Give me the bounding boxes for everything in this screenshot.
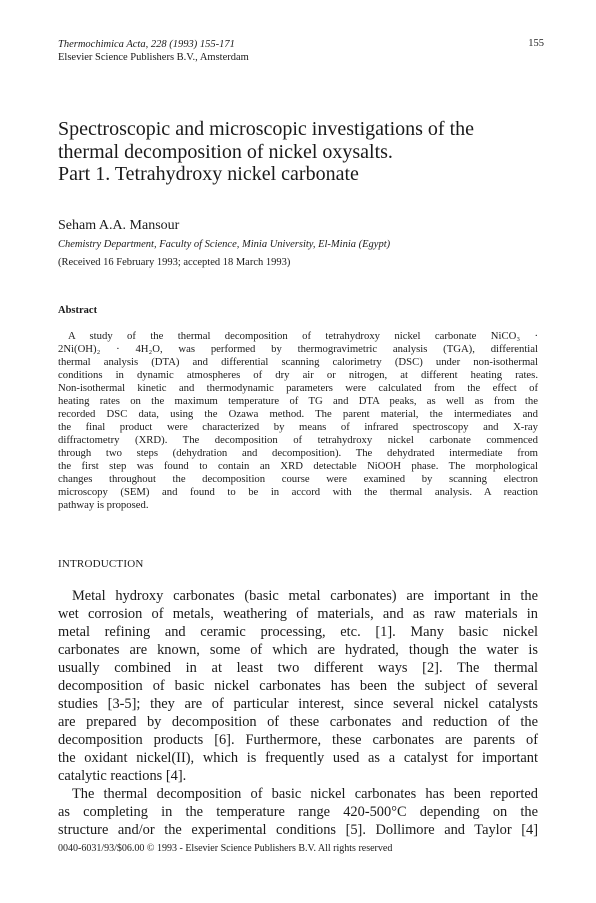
abstract-line: changes throughout the decomposition course were examined by scanning electron bbox=[58, 473, 538, 485]
author-affiliation: Chemistry Department, Faculty of Science, Minia University, El-Minia (Egypt) bbox=[58, 239, 391, 250]
body-line: the oxidant nickel(II), which is frequently used as a catalyst for important bbox=[58, 750, 538, 766]
body-line: wet corrosion of metals, weathering of materials, and as raw materials in bbox=[58, 606, 538, 622]
introduction-body bbox=[58, 587, 538, 839]
body-line: studies [3-5]; they are of particular interest, since several nickel catalysts bbox=[58, 696, 538, 712]
abstract-line: heating rates on the maximum temperature of TG and DTA peaks, as well as from the bbox=[58, 395, 538, 407]
abstract-line: thermal analysis (DTA) and differential scanning calorimetry (DSC) under non-isothermal bbox=[58, 356, 538, 368]
body-line: structure and/or the experimental conditions [5]. Dollimore and Taylor [4] bbox=[58, 822, 538, 838]
abstract-line: pathway is proposed. bbox=[58, 499, 149, 511]
abstract-line: Non-isothermal kinetic and thermodynamic parameters were calculated from the effect of bbox=[58, 382, 538, 394]
copyright-footer: 0040-6031/93/$06.00 © 1993 - Elsevier Science Publishers B.V. All rights reserved bbox=[58, 843, 393, 854]
abstract-line: diffractometry (XRD). The decomposition of tetrahydroxy nickel carbonate commenced bbox=[58, 434, 538, 446]
body-line: The thermal decomposition of basic nickel carbonates has been reported bbox=[72, 786, 538, 802]
abstract-line: through two steps (dehydration and decomposition). The dehydrated intermediate from bbox=[58, 447, 538, 459]
body-line: decomposition of basic nickel carbonates has been the subject of several bbox=[58, 678, 538, 694]
journal-citation: Thermochimica Acta, 228 (1993) 155-171 bbox=[58, 39, 235, 50]
author-name: Seham A.A. Mansour bbox=[58, 218, 180, 233]
received-dates: (Received 16 February 1993; accepted 18 March 1993) bbox=[58, 257, 291, 268]
body-line: catalytic reactions [4]. bbox=[58, 768, 187, 784]
body-line: carbonates are known, some of which are hydrated, though the water is bbox=[58, 642, 538, 658]
title-line: Part 1. Tetrahydroxy nickel carbonate bbox=[58, 163, 359, 185]
body-line: usually combined in at least two different ways [2]. The thermal bbox=[58, 660, 538, 676]
body-line: Metal hydroxy carbonates (basic metal carbonates) are important in the bbox=[72, 588, 538, 604]
abstract-line: conditions in dynamic atmospheres of dry air or nitrogen, at different heating rates. bbox=[58, 369, 538, 381]
page-number: 155 bbox=[528, 38, 544, 49]
abstract-line: microscopy (SEM) and found to be in accord with the thermal analysis. A reaction bbox=[58, 486, 538, 498]
abstract-line: A study of the thermal decomposition of tetrahydroxy nickel carbonate NiCO₃ · bbox=[68, 330, 538, 342]
abstract-line: the final product were characterized by means of infrared spectroscopy and X-ray bbox=[58, 421, 538, 433]
body-line: decomposition products [6]. Furthermore, these carbonates are parents of bbox=[58, 732, 538, 748]
abstract-heading: Abstract bbox=[58, 305, 98, 316]
abstract-line: the first step was found to contain an XRD detectable NiOOH phase. The morphological bbox=[58, 460, 538, 472]
section-heading-introduction: INTRODUCTION bbox=[58, 558, 144, 570]
article-title bbox=[58, 118, 548, 186]
abstract-body bbox=[58, 330, 538, 512]
abstract-line: 2Ni(OH)₂ · 4H₂O, was performed by thermogravimetric analysis (TGA), differential bbox=[58, 343, 538, 355]
publisher-line: Elsevier Science Publishers B.V., Amsterdam bbox=[58, 52, 249, 63]
body-line: metal refining and ceramic processing, etc. [1]. Many basic nickel bbox=[58, 624, 538, 640]
title-line: Spectroscopic and microscopic investigations of the bbox=[58, 118, 475, 140]
body-line: as completing in the temperature range 420-500°C depending on the bbox=[58, 804, 538, 820]
body-line: are prepared by decomposition of these carbonates and reduction of the bbox=[58, 714, 538, 730]
title-line: thermal decomposition of nickel oxysalts. bbox=[58, 140, 393, 163]
abstract-line: recorded DSC data, using the Ozawa method. The parent material, the intermediates and bbox=[58, 408, 538, 420]
